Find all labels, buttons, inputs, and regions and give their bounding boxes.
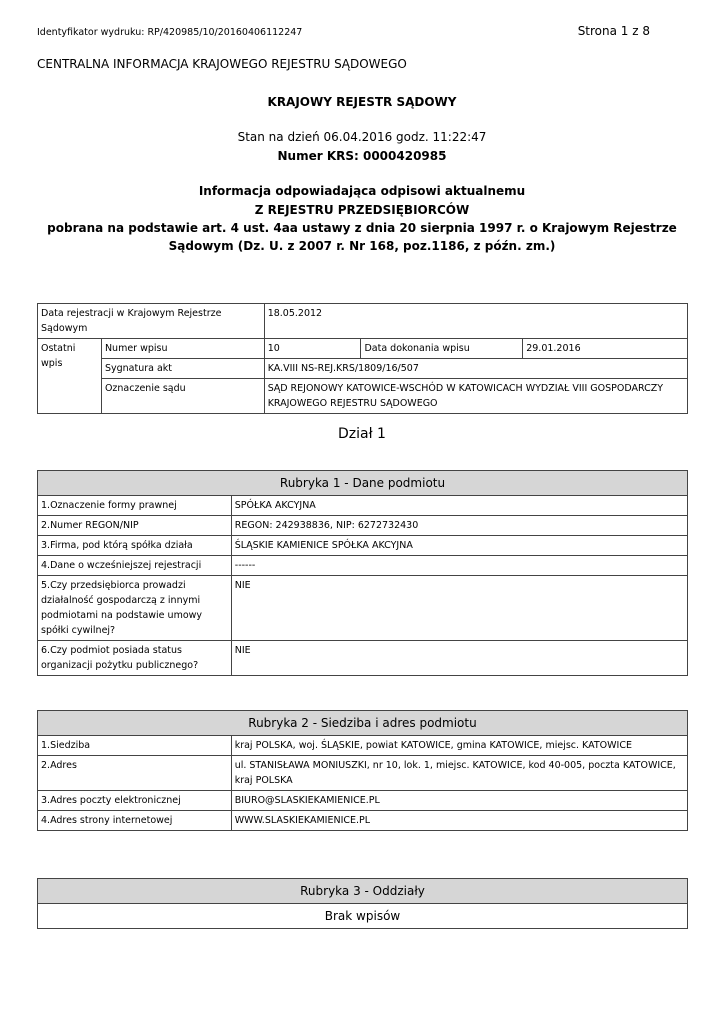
registry-title: KRAJOWY REJESTR SĄDOWY: [267, 95, 457, 109]
table-row: [38, 736, 688, 756]
info-line-1: Informacja odpowiadająca odpisowi aktualnemu: [198, 184, 526, 198]
rubryka-2-title: Rubryka 2 - Siedziba i adres podmiotu: [38, 711, 688, 736]
row-label: 3.Firma, pod którą spółka działa: [38, 536, 232, 556]
signature-label: Sygnatura akt: [101, 359, 264, 379]
row-label: 6.Czy podmiot posiada status organizacji pożytku publicznego?: [38, 641, 232, 676]
row-label: 5.Czy przedsiębiorca prowadzi działalność gospodarczą z innymi podmiotami na podstawie umowy spółki cywilnej?: [38, 576, 232, 641]
row-value: NIE: [231, 641, 687, 676]
row-value: SPÓŁKA AKCYJNA: [231, 496, 687, 516]
row-label: 2.Numer REGON/NIP: [38, 516, 232, 536]
table-row: [38, 576, 688, 641]
row-label: 1.Siedziba: [38, 736, 232, 756]
state-date: Stan na dzień 06.04.2016 godz. 11:22:47: [237, 130, 487, 144]
print-identifier: Identyfikator wydruku: RP/420985/10/20160406112247: [37, 27, 303, 38]
table-row: [38, 756, 688, 791]
table-row: [38, 496, 688, 516]
row-value: BIURO@SLASKIEKAMIENICE.PL: [231, 791, 687, 811]
row-value: ul. STANISŁAWA MONIUSZKI, nr 10, lok. 1, miejsc. KATOWICE, kod 40-005, poczta KATOWICE, kraj POLSKA: [231, 756, 687, 791]
row-label: 3.Adres poczty elektronicznej: [38, 791, 232, 811]
entry-number-value: 10: [264, 339, 361, 359]
entry-date-label: Data dokonania wpisu: [361, 339, 523, 359]
table-row: [38, 556, 688, 576]
rubryka-2-table: [37, 710, 688, 831]
table-row: [38, 536, 688, 556]
entry-date-value: 29.01.2016: [523, 339, 688, 359]
table-row: [38, 641, 688, 676]
court-value: SĄD REJONOWY KATOWICE-WSCHÓD W KATOWICACH WYDZIAŁ VIII GOSPODARCZY KRAJOWEGO REJESTRU SĄDOWEGO: [264, 379, 687, 414]
info-line-3: pobrana na podstawie art. 4 ust. 4aa ustawy z dnia 20 sierpnia 1997 r. o Krajowym Rejestrze: [47, 221, 677, 235]
row-value: WWW.SLASKIEKAMIENICE.PL: [231, 811, 687, 831]
rubryka-1-title: Rubryka 1 - Dane podmiotu: [38, 471, 688, 496]
row-value: REGON: 242938836, NIP: 6272732430: [231, 516, 687, 536]
rubryka-3-empty: Brak wpisów: [38, 904, 688, 929]
central-info-heading: CENTRALNA INFORMACJA KRAJOWEGO REJESTRU SĄDOWEGO: [37, 57, 407, 71]
row-value: kraj POLSKA, woj. ŚLĄSKIE, powiat KATOWICE, gmina KATOWICE, miejsc. KATOWICE: [231, 736, 687, 756]
table-row: [38, 811, 688, 831]
row-label: 1.Oznaczenie formy prawnej: [38, 496, 232, 516]
row-value: NIE: [231, 576, 687, 641]
row-label: 4.Adres strony internetowej: [38, 811, 232, 831]
table-row: [38, 791, 688, 811]
info-line-4: Sądowym (Dz. U. z 2007 r. Nr 168, poz.1186, z późn. zm.): [168, 239, 556, 253]
table-row: [38, 516, 688, 536]
row-label: 2.Adres: [38, 756, 232, 791]
rubryka-1-table: [37, 470, 688, 676]
rubryka-3-table: [37, 878, 688, 929]
krs-number: Numer KRS: 0000420985: [277, 149, 447, 163]
entry-number-label: Numer wpisu: [101, 339, 264, 359]
page-number: Strona 1 z 8: [577, 24, 650, 38]
registration-date-label: Data rejestracji w Krajowym Rejestrze Sądowym: [38, 304, 265, 339]
registration-date-value: 18.05.2012: [264, 304, 687, 339]
section-title: Dział 1: [338, 426, 386, 442]
court-label: Oznaczenie sądu: [101, 379, 264, 414]
last-entry-label: Ostatni wpis: [38, 339, 102, 414]
row-value: ŚLĄSKIE KAMIENICE SPÓŁKA AKCYJNA: [231, 536, 687, 556]
registration-table: [37, 303, 688, 414]
row-value: ------: [231, 556, 687, 576]
info-line-2: Z REJESTRU PRZEDSIĘBIORCÓW: [254, 203, 470, 217]
signature-value: KA.VIII NS-REJ.KRS/1809/16/507: [264, 359, 687, 379]
rubryka-3-title: Rubryka 3 - Oddziały: [38, 879, 688, 904]
row-label: 4.Dane o wcześniejszej rejestracji: [38, 556, 232, 576]
